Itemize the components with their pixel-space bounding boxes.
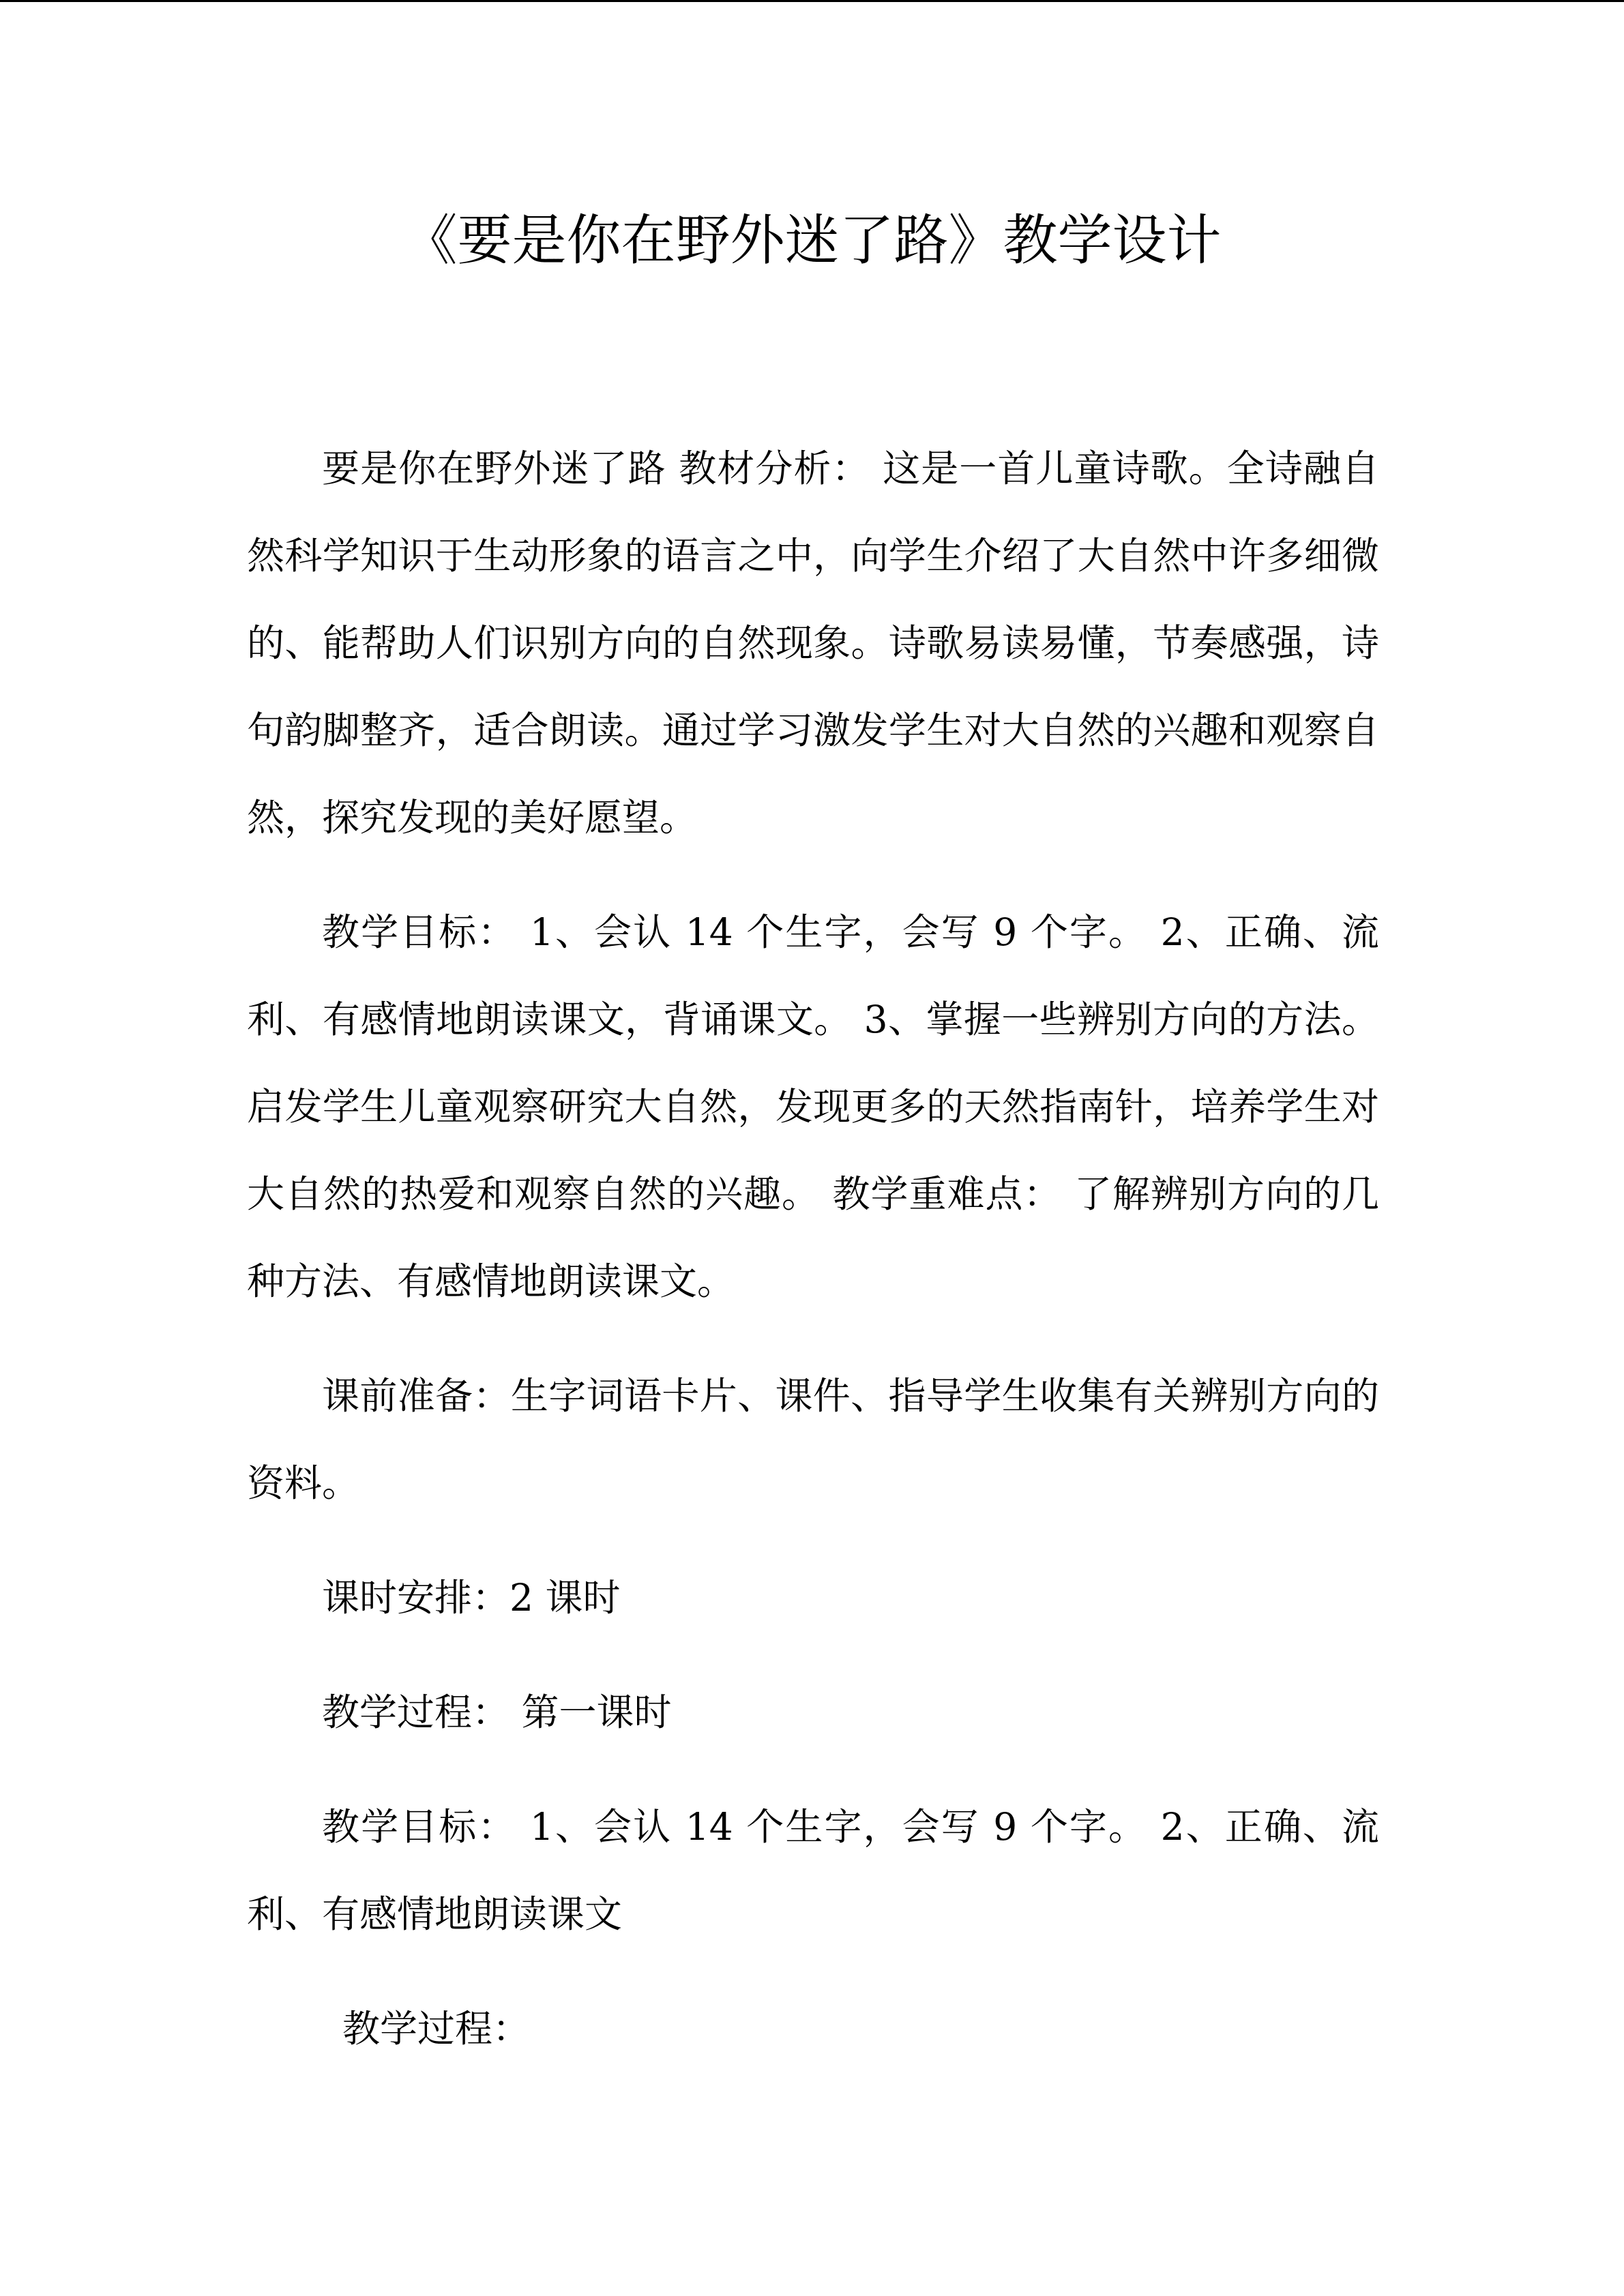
paragraph-teaching-goals: 教学目标： 1、会认 14 个生字，会写 9 个字。 2、正确、流利、有感情地朗读课文，背诵课文。 3、掌握一些辨别方向的方法。启发学生儿童观察研究大自然，发现更多的天然指南针，培养学生对大自然的热爱和观察自然的兴趣。 教学重难点： 了解辨别方向的几种方法、有感情地朗读课文。 bbox=[247, 910, 1379, 1303]
paragraph-process: 教学过程： bbox=[342, 2007, 531, 2051]
document-body bbox=[247, 425, 1379, 2100]
paragraph-first-lesson-goals: 教学目标： 1、会认 14 个生字，会写 9 个字。 2、正确、流利、有感情地朗读课文 bbox=[247, 1805, 1379, 1936]
paragraph-textbook-analysis: 要是你在野外迷了路 教材分析： 这是一首儿童诗歌。全诗融自然科学知识于生动形象的语言之中，向学生介绍了大自然中许多细微的、能帮助人们识别方向的自然现象。诗歌易读易懂，节奏感强，诗句韵脚整齐，适合朗读。通过学习激发学生对大自然的兴趣和观察自然，探究发现的美好愿望。 bbox=[247, 447, 1379, 839]
paragraph-process-first-lesson: 教学过程： 第一课时 bbox=[322, 1690, 672, 1734]
page-title: 《要是你在野外迷了路》教学设计 bbox=[402, 209, 1222, 272]
paragraph-schedule: 课时安排：2 课时 bbox=[322, 1576, 621, 1620]
paragraph-preparation: 课前准备：生字词语卡片、课件、指导学生收集有关辨别方向的资料。 bbox=[247, 1374, 1379, 1505]
